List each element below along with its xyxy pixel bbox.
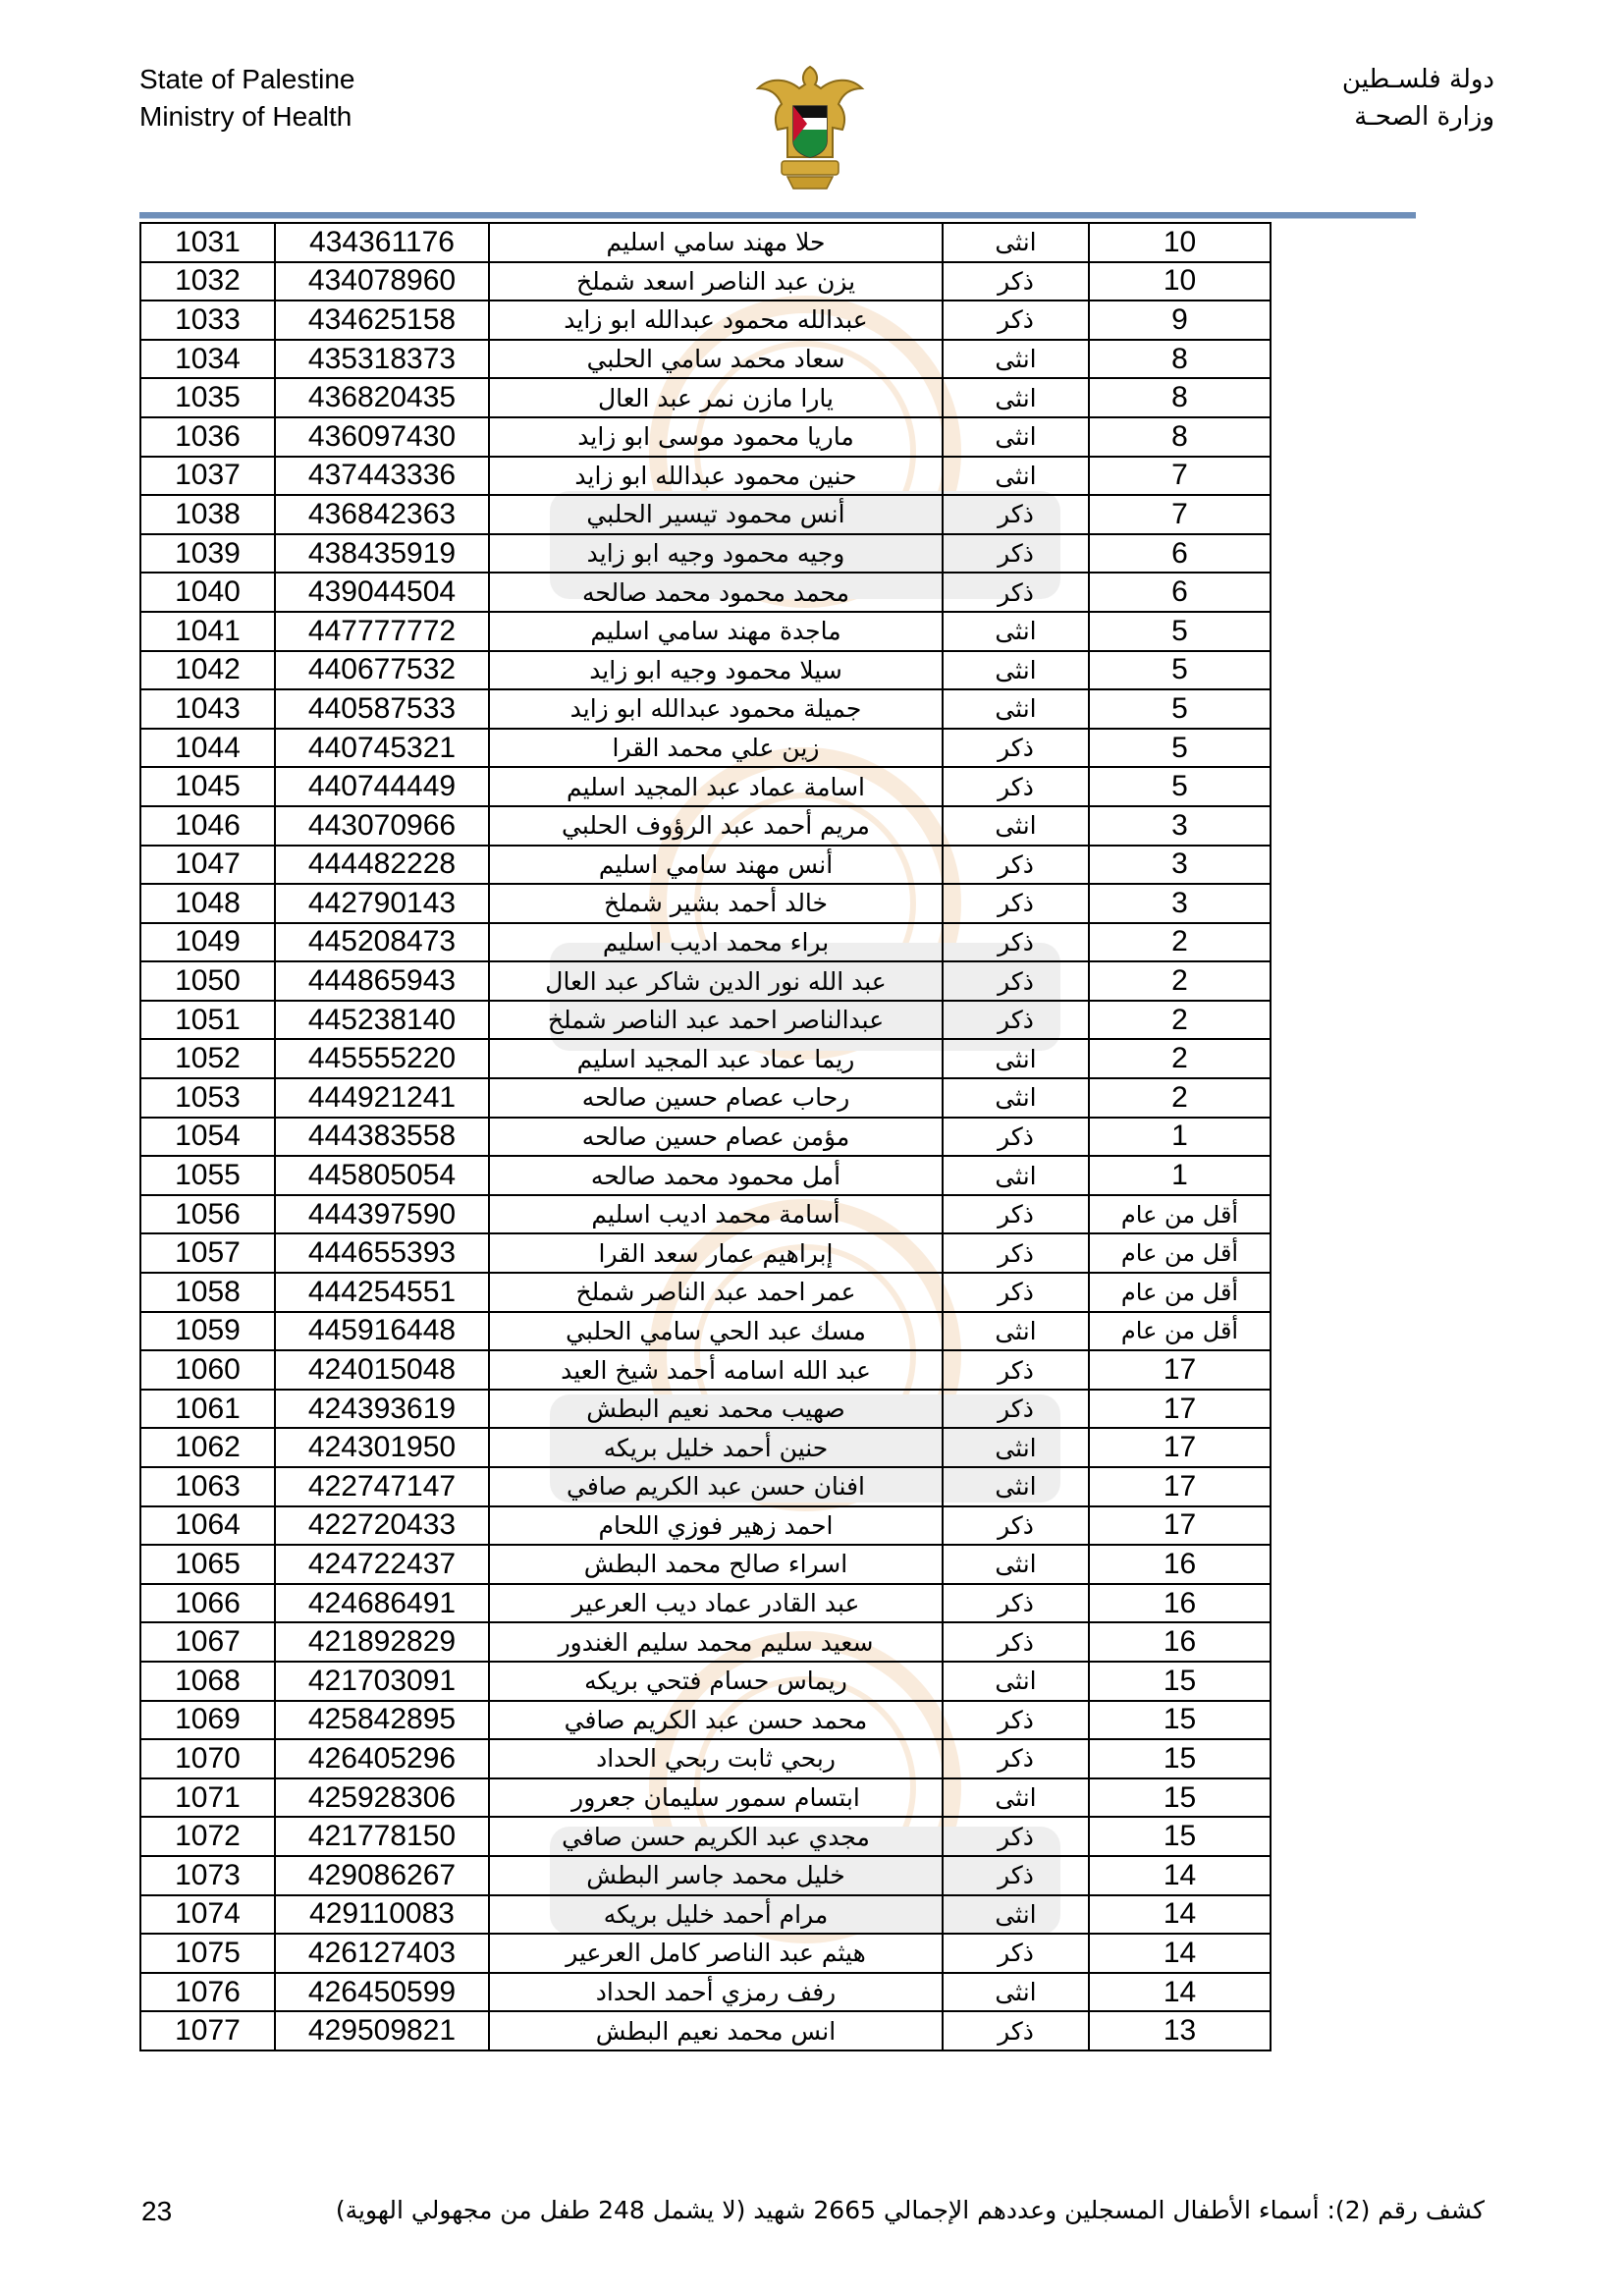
- name-cell: هيثم عبد الناصر كامل العرعير: [489, 1934, 943, 1973]
- serial-number-cell: 1042: [140, 651, 275, 690]
- age-cell: أقل من عام: [1089, 1273, 1271, 1312]
- gender-cell: ذكر: [943, 1233, 1089, 1273]
- serial-number-cell: 1063: [140, 1467, 275, 1506]
- name-cell: صهيب محمد نعيم البطش: [489, 1390, 943, 1429]
- serial-number-cell: 1034: [140, 340, 275, 379]
- table-row: [140, 1195, 1271, 1234]
- age-cell: 2: [1089, 923, 1271, 962]
- serial-number-cell: 1073: [140, 1856, 275, 1895]
- gender-cell: ذكر: [943, 1001, 1089, 1040]
- id-number-cell: 426127403: [275, 1934, 489, 1973]
- serial-number-cell: 1032: [140, 262, 275, 301]
- serial-number-cell: 1044: [140, 729, 275, 768]
- age-cell: 15: [1089, 1662, 1271, 1701]
- id-number-cell: 444482228: [275, 846, 489, 885]
- serial-number-cell: 1066: [140, 1584, 275, 1623]
- table-row: [140, 806, 1271, 846]
- age-cell: 1: [1089, 1118, 1271, 1157]
- id-number-cell: 424686491: [275, 1584, 489, 1623]
- gender-cell: ذكر: [943, 1506, 1089, 1546]
- gender-cell: ذكر: [943, 1934, 1089, 1973]
- table-row: [140, 1622, 1271, 1662]
- id-number-cell: 445238140: [275, 1001, 489, 1040]
- id-number-cell: 442790143: [275, 884, 489, 923]
- page-number: 23: [141, 2196, 173, 2226]
- id-number-cell: 426405296: [275, 1739, 489, 1778]
- table-row: [140, 1506, 1271, 1546]
- age-cell: أقل من عام: [1089, 1195, 1271, 1234]
- gender-cell: انثى: [943, 1078, 1089, 1118]
- id-number-cell: 434078960: [275, 262, 489, 301]
- name-cell: عبد الله اسامه أحمد شيخ العيد: [489, 1350, 943, 1390]
- table-row: [140, 1467, 1271, 1506]
- id-number-cell: 429110083: [275, 1895, 489, 1935]
- gender-cell: انثى: [943, 612, 1089, 651]
- id-number-cell: 443070966: [275, 806, 489, 846]
- table-row: [140, 1973, 1271, 2012]
- age-cell: 17: [1089, 1506, 1271, 1546]
- id-number-cell: 429509821: [275, 2011, 489, 2050]
- age-cell: 5: [1089, 689, 1271, 729]
- header-ministry-en: Ministry of Health: [139, 101, 352, 132]
- serial-number-cell: 1050: [140, 961, 275, 1001]
- table-row: [140, 417, 1271, 457]
- gender-cell: ذكر: [943, 534, 1089, 574]
- serial-number-cell: 1077: [140, 2011, 275, 2050]
- age-cell: 15: [1089, 1739, 1271, 1778]
- age-cell: 15: [1089, 1817, 1271, 1856]
- age-cell: 14: [1089, 1973, 1271, 2012]
- table-row: [140, 729, 1271, 768]
- serial-number-cell: 1068: [140, 1662, 275, 1701]
- name-cell: وجيه محمود وجيه ابو زايد: [489, 534, 943, 574]
- serial-number-cell: 1060: [140, 1350, 275, 1390]
- gender-cell: ذكر: [943, 1817, 1089, 1856]
- name-cell: يارا مازن نمر عبد العال: [489, 378, 943, 417]
- age-cell: 16: [1089, 1545, 1271, 1584]
- serial-number-cell: 1067: [140, 1622, 275, 1662]
- age-cell: 3: [1089, 846, 1271, 885]
- gender-cell: ذكر: [943, 923, 1089, 962]
- gender-cell: انثى: [943, 1973, 1089, 2012]
- name-cell: سيلا محمود وجيه ابو زايد: [489, 651, 943, 690]
- serial-number-cell: 1056: [140, 1195, 275, 1234]
- header-state-ar: دولة فلسـطين: [1341, 65, 1494, 94]
- serial-number-cell: 1052: [140, 1039, 275, 1078]
- name-cell: اسامة عماد عبد المجيد اسليم: [489, 767, 943, 806]
- table-caption: كشف رقم (2): أسماء الأطفال المسجلين وعددهم الإجمالي 2665 شهيد (لا يشمل 248 طفل من مجهولي الهوية): [335, 2196, 1485, 2224]
- gender-cell: ذكر: [943, 729, 1089, 768]
- id-number-cell: 421703091: [275, 1662, 489, 1701]
- age-cell: 10: [1089, 223, 1271, 262]
- name-cell: افنان حسن عبد الكريم صافي: [489, 1467, 943, 1506]
- name-cell: أنس مهند سامي اسليم: [489, 846, 943, 885]
- gender-cell: ذكر: [943, 1584, 1089, 1623]
- age-cell: 16: [1089, 1584, 1271, 1623]
- name-cell: خليل محمد جاسر البطش: [489, 1856, 943, 1895]
- serial-number-cell: 1049: [140, 923, 275, 962]
- id-number-cell: 444655393: [275, 1233, 489, 1273]
- table-row: [140, 1701, 1271, 1740]
- table-row: [140, 1662, 1271, 1701]
- gender-cell: انثى: [943, 1778, 1089, 1818]
- gender-cell: ذكر: [943, 1118, 1089, 1157]
- name-cell: مريم أحمد عبد الرؤوف الحلبي: [489, 806, 943, 846]
- age-cell: 5: [1089, 612, 1271, 651]
- id-number-cell: 435318373: [275, 340, 489, 379]
- serial-number-cell: 1039: [140, 534, 275, 574]
- serial-number-cell: 1055: [140, 1156, 275, 1195]
- age-cell: 5: [1089, 729, 1271, 768]
- name-cell: مرام أحمد خليل بريكه: [489, 1895, 943, 1935]
- table-row: [140, 378, 1271, 417]
- gender-cell: ذكر: [943, 846, 1089, 885]
- id-number-cell: 421778150: [275, 1817, 489, 1856]
- table-row: [140, 1778, 1271, 1818]
- name-cell: محمد محمود محمد صالحه: [489, 573, 943, 612]
- name-cell: عبد القادر عماد ديب العرعير: [489, 1584, 943, 1623]
- id-number-cell: 444397590: [275, 1195, 489, 1234]
- table-row: [140, 1584, 1271, 1623]
- age-cell: 7: [1089, 495, 1271, 534]
- id-number-cell: 445805054: [275, 1156, 489, 1195]
- gender-cell: ذكر: [943, 1622, 1089, 1662]
- gender-cell: انثى: [943, 806, 1089, 846]
- table-row: [140, 1817, 1271, 1856]
- age-cell: 14: [1089, 1934, 1271, 1973]
- id-number-cell: 440587533: [275, 689, 489, 729]
- id-number-cell: 434361176: [275, 223, 489, 262]
- table-row: [140, 1856, 1271, 1895]
- name-cell: زين علي محمد القرا: [489, 729, 943, 768]
- id-number-cell: 424015048: [275, 1350, 489, 1390]
- serial-number-cell: 1058: [140, 1273, 275, 1312]
- name-cell: انس محمد نعيم البطش: [489, 2011, 943, 2050]
- age-cell: 15: [1089, 1778, 1271, 1818]
- name-cell: إبراهيم عمار سعد القرا: [489, 1233, 943, 1273]
- children-list-table: [139, 222, 1272, 2051]
- id-number-cell: 444921241: [275, 1078, 489, 1118]
- age-cell: 2: [1089, 1001, 1271, 1040]
- name-cell: احمد زهير فوزي اللحام: [489, 1506, 943, 1546]
- gender-cell: ذكر: [943, 961, 1089, 1001]
- id-number-cell: 426450599: [275, 1973, 489, 2012]
- table-row: [140, 495, 1271, 534]
- header-state-en: State of Palestine: [139, 64, 355, 94]
- name-cell: رحاب عصام حسين صالحه: [489, 1078, 943, 1118]
- table-row: [140, 884, 1271, 923]
- serial-number-cell: 1059: [140, 1312, 275, 1351]
- gender-cell: ذكر: [943, 1195, 1089, 1234]
- name-cell: مجدي عبد الكريم حسن صافي: [489, 1817, 943, 1856]
- name-cell: أسامة محمد اديب اسليم: [489, 1195, 943, 1234]
- id-number-cell: 440744449: [275, 767, 489, 806]
- table-row: [140, 1001, 1271, 1040]
- table-row: [140, 340, 1271, 379]
- age-cell: 17: [1089, 1428, 1271, 1467]
- table-row: [140, 1545, 1271, 1584]
- name-cell: مسك عبد الحي سامي الحلبي: [489, 1312, 943, 1351]
- age-cell: 9: [1089, 301, 1271, 340]
- id-number-cell: 436842363: [275, 495, 489, 534]
- header-arabic: [1342, 61, 1494, 136]
- serial-number-cell: 1069: [140, 1701, 275, 1740]
- age-cell: 16: [1089, 1622, 1271, 1662]
- id-number-cell: 422747147: [275, 1467, 489, 1506]
- id-number-cell: 424301950: [275, 1428, 489, 1467]
- serial-number-cell: 1057: [140, 1233, 275, 1273]
- id-number-cell: 436097430: [275, 417, 489, 457]
- id-number-cell: 434625158: [275, 301, 489, 340]
- table-row: [140, 573, 1271, 612]
- table-row: [140, 1895, 1271, 1935]
- id-number-cell: 445916448: [275, 1312, 489, 1351]
- gender-cell: ذكر: [943, 262, 1089, 301]
- table-row: [140, 689, 1271, 729]
- id-number-cell: 421892829: [275, 1622, 489, 1662]
- table-row: [140, 2011, 1271, 2050]
- id-number-cell: 447777772: [275, 612, 489, 651]
- table-row: [140, 1390, 1271, 1429]
- table-row: [140, 1078, 1271, 1118]
- name-cell: خالد أحمد بشير شملخ: [489, 884, 943, 923]
- gender-cell: انثى: [943, 457, 1089, 496]
- name-cell: ماريا محمود موسى ابو زايد: [489, 417, 943, 457]
- table-row: [140, 1428, 1271, 1467]
- name-cell: ابتسام سمور سليمان جعرور: [489, 1778, 943, 1818]
- age-cell: 8: [1089, 417, 1271, 457]
- id-number-cell: 424393619: [275, 1390, 489, 1429]
- name-cell: ماجدة مهند سامي اسليم: [489, 612, 943, 651]
- age-cell: 3: [1089, 884, 1271, 923]
- gender-cell: ذكر: [943, 301, 1089, 340]
- table-row: [140, 1118, 1271, 1157]
- id-number-cell: 422720433: [275, 1506, 489, 1546]
- age-cell: 6: [1089, 573, 1271, 612]
- name-cell: جميلة محمود عبدالله ابو زايد: [489, 689, 943, 729]
- gender-cell: ذكر: [943, 1350, 1089, 1390]
- id-number-cell: 438435919: [275, 534, 489, 574]
- id-number-cell: 436820435: [275, 378, 489, 417]
- age-cell: 13: [1089, 2011, 1271, 2050]
- id-number-cell: 440745321: [275, 729, 489, 768]
- gender-cell: انثى: [943, 223, 1089, 262]
- header-divider: [139, 212, 1416, 219]
- name-cell: عبدالناصر احمد عبد الناصر شملخ: [489, 1001, 943, 1040]
- name-cell: عبد الله نور الدين شاكر عبد العال: [489, 961, 943, 1001]
- serial-number-cell: 1048: [140, 884, 275, 923]
- age-cell: 7: [1089, 457, 1271, 496]
- name-cell: اسراء صالح محمد البطش: [489, 1545, 943, 1584]
- gender-cell: ذكر: [943, 1390, 1089, 1429]
- table-row: [140, 651, 1271, 690]
- serial-number-cell: 1047: [140, 846, 275, 885]
- id-number-cell: 437443336: [275, 457, 489, 496]
- name-cell: مؤمن عصام حسين صالحه: [489, 1118, 943, 1157]
- gender-cell: انثى: [943, 1467, 1089, 1506]
- age-cell: 17: [1089, 1390, 1271, 1429]
- gender-cell: انثى: [943, 651, 1089, 690]
- id-number-cell: 445555220: [275, 1039, 489, 1078]
- gender-cell: انثى: [943, 378, 1089, 417]
- id-number-cell: 440677532: [275, 651, 489, 690]
- serial-number-cell: 1040: [140, 573, 275, 612]
- serial-number-cell: 1074: [140, 1895, 275, 1935]
- gender-cell: انثى: [943, 1039, 1089, 1078]
- age-cell: 2: [1089, 1078, 1271, 1118]
- serial-number-cell: 1031: [140, 223, 275, 262]
- serial-number-cell: 1036: [140, 417, 275, 457]
- gender-cell: ذكر: [943, 767, 1089, 806]
- serial-number-cell: 1072: [140, 1817, 275, 1856]
- name-cell: أنس محمود تيسير الحلبي: [489, 495, 943, 534]
- name-cell: محمد حسن عبد الكريم صافي: [489, 1701, 943, 1740]
- age-cell: 8: [1089, 340, 1271, 379]
- table-row: [140, 1312, 1271, 1351]
- name-cell: ريما عماد عبد المجيد اسليم: [489, 1039, 943, 1078]
- header-ministry-ar: وزارة الصحـة: [1354, 102, 1494, 132]
- gender-cell: ذكر: [943, 1701, 1089, 1740]
- table-row: [140, 1039, 1271, 1078]
- serial-number-cell: 1062: [140, 1428, 275, 1467]
- serial-number-cell: 1043: [140, 689, 275, 729]
- serial-number-cell: 1064: [140, 1506, 275, 1546]
- name-cell: يزن عبد الناصر اسعد شملخ: [489, 262, 943, 301]
- age-cell: أقل من عام: [1089, 1233, 1271, 1273]
- serial-number-cell: 1075: [140, 1934, 275, 1973]
- age-cell: 5: [1089, 651, 1271, 690]
- name-cell: حنين محمود عبدالله ابو زايد: [489, 457, 943, 496]
- serial-number-cell: 1051: [140, 1001, 275, 1040]
- age-cell: 14: [1089, 1895, 1271, 1935]
- age-cell: 8: [1089, 378, 1271, 417]
- age-cell: 2: [1089, 961, 1271, 1001]
- table-row: [140, 767, 1271, 806]
- name-cell: ربحي ثابت ربحي الحداد: [489, 1739, 943, 1778]
- table-row: [140, 262, 1271, 301]
- gender-cell: انثى: [943, 1312, 1089, 1351]
- age-cell: 15: [1089, 1701, 1271, 1740]
- gender-cell: انثى: [943, 1895, 1089, 1935]
- serial-number-cell: 1071: [140, 1778, 275, 1818]
- gender-cell: انثى: [943, 1662, 1089, 1701]
- age-cell: 17: [1089, 1350, 1271, 1390]
- table-row: [140, 1739, 1271, 1778]
- serial-number-cell: 1070: [140, 1739, 275, 1778]
- table-body: [140, 223, 1271, 2050]
- gender-cell: ذكر: [943, 2011, 1089, 2050]
- header-english: [139, 61, 354, 136]
- gender-cell: انثى: [943, 340, 1089, 379]
- age-cell: 1: [1089, 1156, 1271, 1195]
- table-row: [140, 961, 1271, 1001]
- name-cell: سعاد محمد سامي الحلبي: [489, 340, 943, 379]
- id-number-cell: 439044504: [275, 573, 489, 612]
- table-row: [140, 457, 1271, 496]
- name-cell: أمل محمود محمد صالحه: [489, 1156, 943, 1195]
- serial-number-cell: 1037: [140, 457, 275, 496]
- name-cell: براء محمد اديب اسليم: [489, 923, 943, 962]
- palestine-emblem-icon: [748, 59, 872, 196]
- table-row: [140, 223, 1271, 262]
- gender-cell: انثى: [943, 417, 1089, 457]
- gender-cell: انثى: [943, 1428, 1089, 1467]
- gender-cell: ذكر: [943, 1739, 1089, 1778]
- name-cell: عمر احمد عبد الناصر شملخ: [489, 1273, 943, 1312]
- table-row: [140, 1934, 1271, 1973]
- gender-cell: انثى: [943, 1156, 1089, 1195]
- id-number-cell: 444383558: [275, 1118, 489, 1157]
- id-number-cell: 445208473: [275, 923, 489, 962]
- table-row: [140, 1233, 1271, 1273]
- serial-number-cell: 1038: [140, 495, 275, 534]
- gender-cell: ذكر: [943, 1273, 1089, 1312]
- serial-number-cell: 1045: [140, 767, 275, 806]
- name-cell: ريماس حسام فتحي بريكه: [489, 1662, 943, 1701]
- serial-number-cell: 1065: [140, 1545, 275, 1584]
- table-row: [140, 612, 1271, 651]
- gender-cell: ذكر: [943, 1856, 1089, 1895]
- name-cell: حلا مهند سامي اسليم: [489, 223, 943, 262]
- gender-cell: ذكر: [943, 884, 1089, 923]
- id-number-cell: 444254551: [275, 1273, 489, 1312]
- table-row: [140, 846, 1271, 885]
- age-cell: 3: [1089, 806, 1271, 846]
- age-cell: أقل من عام: [1089, 1312, 1271, 1351]
- serial-number-cell: 1061: [140, 1390, 275, 1429]
- table-row: [140, 923, 1271, 962]
- id-number-cell: 425842895: [275, 1701, 489, 1740]
- age-cell: 14: [1089, 1856, 1271, 1895]
- serial-number-cell: 1041: [140, 612, 275, 651]
- age-cell: 2: [1089, 1039, 1271, 1078]
- name-cell: حنين أحمد خليل بريكه: [489, 1428, 943, 1467]
- gender-cell: ذكر: [943, 573, 1089, 612]
- id-number-cell: 444865943: [275, 961, 489, 1001]
- gender-cell: انثى: [943, 1545, 1089, 1584]
- serial-number-cell: 1035: [140, 378, 275, 417]
- serial-number-cell: 1076: [140, 1973, 275, 2012]
- gender-cell: انثى: [943, 689, 1089, 729]
- age-cell: 5: [1089, 767, 1271, 806]
- age-cell: 6: [1089, 534, 1271, 574]
- serial-number-cell: 1054: [140, 1118, 275, 1157]
- id-number-cell: 429086267: [275, 1856, 489, 1895]
- name-cell: سعيد سليم محمد سليم الغندور: [489, 1622, 943, 1662]
- table-row: [140, 1273, 1271, 1312]
- id-number-cell: 424722437: [275, 1545, 489, 1584]
- name-cell: عبدالله محمود عبدالله ابو زايد: [489, 301, 943, 340]
- table-row: [140, 1350, 1271, 1390]
- serial-number-cell: 1053: [140, 1078, 275, 1118]
- name-cell: رفف رمزي أحمد الحداد: [489, 1973, 943, 2012]
- table-row: [140, 1156, 1271, 1195]
- age-cell: 17: [1089, 1467, 1271, 1506]
- serial-number-cell: 1033: [140, 301, 275, 340]
- gender-cell: ذكر: [943, 495, 1089, 534]
- age-cell: 10: [1089, 262, 1271, 301]
- serial-number-cell: 1046: [140, 806, 275, 846]
- table-row: [140, 301, 1271, 340]
- table-row: [140, 534, 1271, 574]
- id-number-cell: 425928306: [275, 1778, 489, 1818]
